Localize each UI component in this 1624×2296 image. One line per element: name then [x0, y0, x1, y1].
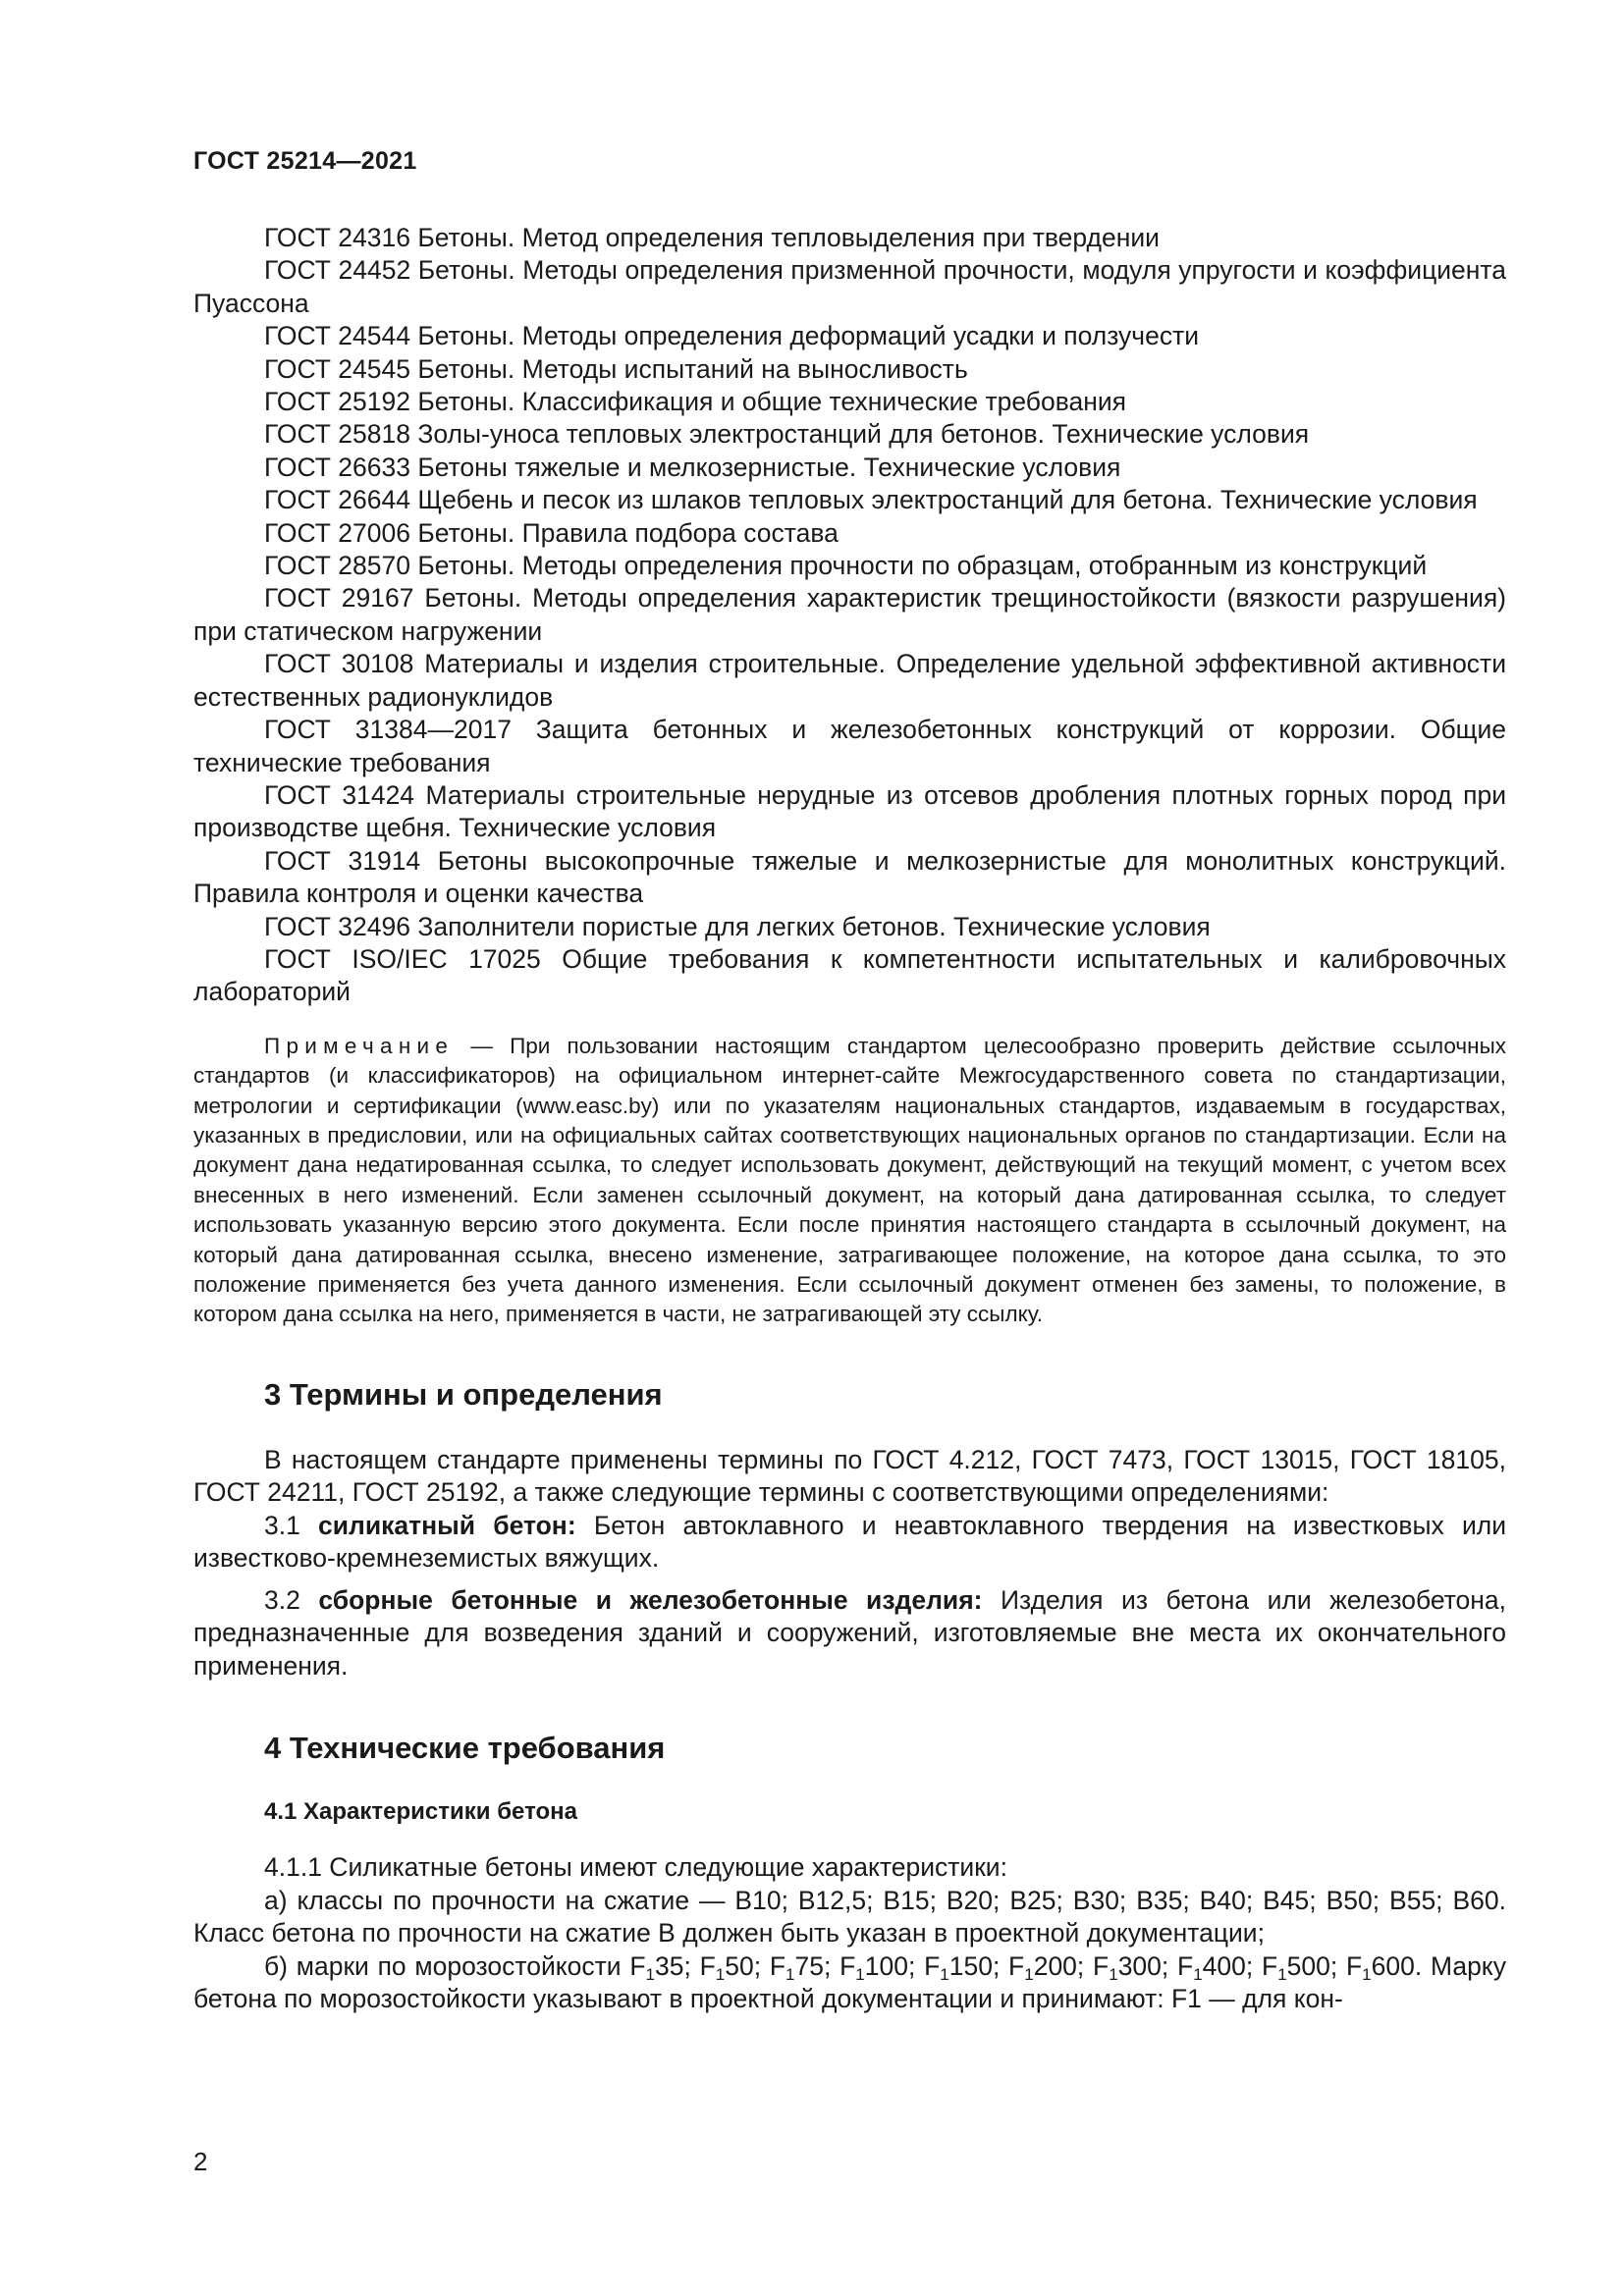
clause-4-1-1: 4.1.1 Силикатные бетоны имеют следующие характеристики: [264, 1852, 1007, 1883]
reference-item: ГОСТ 31424 Материалы строительные нерудные из отсевов дробления плотных горных пород при производстве щебня. Технические условия [193, 779, 1506, 843]
clause-item-b [193, 1950, 1506, 2016]
frost-grade-symbol: F [769, 1950, 786, 1981]
term-3-1 [193, 1510, 1506, 1575]
frost-grade [1345, 1950, 1415, 1984]
term-3-2 [193, 1584, 1506, 1683]
reference-item: ГОСТ 31384—2017 Защита бетонных и железобетонных конструкций от коррозии. Общие технические требования [193, 715, 1506, 777]
page-number: 2 [193, 2147, 208, 2176]
frost-grade-subscript: 1 [855, 1964, 865, 1984]
reference-item: ГОСТ 25192 Бетоны. Классификация и общие технические требования [264, 387, 1127, 417]
frost-grade-symbol: F [924, 1950, 941, 1981]
frost-grade [1177, 1950, 1246, 1984]
frost-grade-subscript: 1 [1362, 1964, 1372, 1984]
frost-grade [924, 1950, 993, 1984]
reference-item: ГОСТ 26644 Щебень и песок из шлаков тепловых электростанций для бетона. Технические условия [264, 485, 1478, 515]
note-paragraph [193, 1032, 1506, 1330]
frost-grade-value: 35 [654, 1950, 684, 1981]
frost-grade-value: 400 [1202, 1950, 1246, 1981]
reference-item: ГОСТ 26633 Бетоны тяжелые и мелкозернистые. Технические условия [264, 452, 1121, 482]
reference-item: ГОСТ 30108 Материалы и изделия строительные. Определение удельной эффективной активности естественных радионуклидов [193, 649, 1506, 712]
frost-grade-symbol: F [1008, 1950, 1025, 1981]
section-3-title: 3 Термины и определения [264, 1376, 663, 1412]
reference-item: ГОСТ 25818 Золы-уноса тепловых электростанций для бетонов. Технические условия [264, 419, 1310, 450]
reference-item: ГОСТ 24316 Бетоны. Метод определения тепловыделения при твердении [264, 223, 1160, 252]
reference-item: ГОСТ 24544 Бетоны. Методы определения деформаций усадки и ползучести [264, 321, 1200, 351]
term-3-2-number: 3.2 [264, 1584, 319, 1615]
reference-item: ГОСТ 31914 Бетоны высокопрочные тяжелые и мелкозернистые для монолитных конструкций. Правила контроля и оценки качества [193, 845, 1506, 909]
note-label: Примечание [264, 1033, 455, 1058]
reference-item: ГОСТ 27006 Бетоны. Правила подбора состава [264, 517, 839, 548]
term-3-1-term: силикатный бетон: [318, 1510, 576, 1540]
subsection-4-1-title: 4.1 Характеристики бетона [264, 1798, 578, 1826]
frost-grade-symbol: F [629, 1950, 646, 1981]
frost-grade-value: 300 [1117, 1950, 1162, 1981]
term-3-1-number: 3.1 [264, 1510, 319, 1540]
page-content [193, 222, 1506, 2016]
term-3-2-definition: Изделия из бетона или железобетона, предназначенные для возведения зданий и сооружений, изготовляемые вне места их окончательного применения. [193, 1584, 1507, 1681]
reference-item: ГОСТ 29167 Бетоны. Методы определения характеристик трещиностойкости (вязкости разрушения) при статическом нагружении [193, 583, 1506, 646]
reference-item: ГОСТ 28570 Бетоны. Методы определения прочности по образцам, отобранным из конструкций [264, 551, 1428, 581]
term-3-2-term: сборные бетонные и железобетонные изделия: [318, 1584, 983, 1615]
frost-grade-value: 500 [1286, 1950, 1330, 1981]
frost-grade-symbol: F [699, 1950, 716, 1981]
frost-grade-symbol: F [1345, 1950, 1363, 1981]
document-header: ГОСТ 25214—2021 [193, 147, 417, 175]
frost-grade-subscript: 1 [1193, 1964, 1203, 1984]
frost-grade-value: 75 [794, 1950, 824, 1981]
reference-item: ГОСТ 32496 Заполнители пористые для легких бетонов. Технические условия [264, 911, 1211, 941]
section-4-title: 4 Технические требования [264, 1731, 666, 1766]
frost-grade [1008, 1950, 1077, 1984]
frost-grade [1262, 1950, 1330, 1984]
frost-grade [1093, 1950, 1162, 1984]
frost-grade [769, 1950, 824, 1984]
frost-grade-value: 100 [864, 1950, 908, 1981]
frost-grade-subscript: 1 [1277, 1964, 1287, 1984]
frost-grade-symbol: F [839, 1950, 856, 1981]
section-3-intro: В настоящем стандарте применены термины по ГОСТ 4.212, ГОСТ 7473, ГОСТ 13015, ГОСТ 18105, ГОСТ 24211, ГОСТ 25192, а также следующие термины с соответствующими определениями: [193, 1444, 1506, 1508]
frost-grade-value: 200 [1033, 1950, 1077, 1981]
frost-grade-subscript: 1 [645, 1964, 655, 1984]
frost-grade-subscript: 1 [785, 1964, 795, 1984]
frost-grade [629, 1950, 684, 1984]
frost-grade-symbol: F [1177, 1950, 1194, 1981]
clause-item-b-lead: б) марки по морозостойкости [264, 1950, 630, 1981]
normative-references-list [193, 222, 1506, 1009]
frost-grade [699, 1950, 754, 1984]
frost-grade-symbol: F [1262, 1950, 1278, 1981]
frost-grade-value: 50 [725, 1950, 754, 1981]
clause-item-b-tail: . Марку бетона по морозостойкости указывают в проектной документации и принимают: F1 — для кон- [193, 1950, 1506, 2014]
frost-grade [839, 1950, 908, 1984]
frost-grade-list: $F_135$; $F_150$; $F_175$; $F_1100$; $F_1150$; $F_1200$; $F_1300$; $F_1400$; $F_1500$; $F_1600$ [629, 1950, 1415, 1984]
reference-item: ГОСТ 24452 Бетоны. Методы определения призменной прочности, модуля упругости и коэффициента Пуассона [193, 255, 1506, 318]
frost-grade-subscript: 1 [715, 1964, 726, 1984]
frost-grade-subscript: 1 [1109, 1964, 1118, 1984]
reference-item: ГОСТ 24545 Бетоны. Методы испытаний на выносливость [264, 353, 968, 384]
frost-grade-symbol: F [1093, 1950, 1110, 1981]
reference-item: ГОСТ ISO/IEC 17025 Общие требования к компетентности испытательных и калибровочных лабораторий [193, 943, 1506, 1007]
frost-grade-value: 150 [948, 1950, 993, 1981]
clause-item-a: а) классы по прочности на сжатие — B10; B12,5; B15; B20; B25; B30; B35; B40; B45; B50; B55; B60. Класс бетона по прочности на сжатие B должен быть указан в проектной документации; [193, 1885, 1506, 1949]
frost-grade-value: 600 [1371, 1950, 1415, 1981]
note-text: — При пользовании настоящим стандартом целесообразно проверить действие ссылочных стандартов (и классификаторов) на официальном интернет-сайте Межгосударственного совета по стандартизации, метрологии и сертификации (www.easc.by) или по указателям национальных стандартов, издаваемым в государствах, указанных в предисловии, или на официальных сайтах соответствующих национальных органов по стандартизации. Если на документ дана недатированная ссылка, то следует использовать документ, действующий на текущий момент, с учетом всех внесенных в него изменений. Если заменен ссылочный документ, на который дана датированная ссылка, то следует использовать указанную версию этого документа. Если после принятия настоящего стандарта в ссылочный документ, на который дана датированная ссылка, внесено изменение, затрагивающее положение, на которое дана ссылка, то это положение применяется без учета данного изменения. Если ссылочный документ отменен без замены, то положение, в котором дана ссылка на него, применяется в части, не затрагивающей эту ссылку. [193, 1033, 1506, 1327]
term-3-1-definition: Бетон автоклавного и неавтоклавного твердения на известковых или известково-кремнеземистых вяжущих. [193, 1510, 1507, 1574]
frost-grade-subscript: 1 [1024, 1964, 1034, 1984]
frost-grade-subscript: 1 [940, 1964, 949, 1984]
